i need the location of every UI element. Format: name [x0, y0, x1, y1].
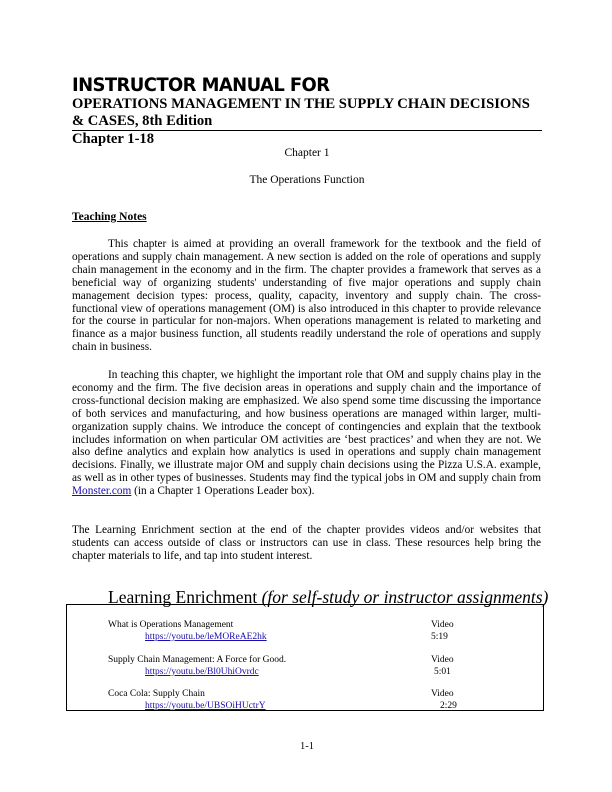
resource-name: What is Operations Management — [108, 620, 234, 630]
page-number: 1-1 — [300, 741, 314, 752]
paragraph-enrichment: The Learning Enrichment section at the end of the chapter provides videos and/or websites that students can access outside of class or instructors can use in class. These resources help bring the chapter materials to life, and tap into student interest. — [72, 524, 541, 562]
manual-brand-heading: INSTRUCTOR MANUAL FOR — [72, 75, 330, 96]
monster-link[interactable]: Monster.com — [72, 485, 132, 498]
section-heading: Teaching Notes — [72, 211, 147, 223]
resource-name: Supply Chain Management: A Force for Good. — [108, 655, 287, 665]
book-title: OPERATIONS MANAGEMENT IN THE SUPPLY CHAIN DECISIONS & CASES, 8th Edition — [72, 96, 530, 129]
resource-type: Video — [431, 620, 454, 630]
resource-link[interactable]: https://youtu.be/Bl0UhiOvrdc — [145, 667, 259, 677]
learning-enrichment-heading: Learning Enrichment (for self-study or instructor assignments) — [108, 587, 549, 607]
chapter-label: Chapter 1 — [284, 147, 330, 159]
resource-duration: 5:01 — [434, 667, 451, 677]
chapter-range: Chapter 1-18 — [72, 131, 155, 147]
resource-link[interactable]: https://youtu.be/UBSOiHUctrY — [145, 701, 266, 711]
resource-name: Coca Cola: Supply Chain — [108, 689, 205, 699]
resource-link[interactable]: https://youtu.be/leMOReAE2hk — [145, 632, 267, 642]
paragraph-teaching: In teaching this chapter, we highlight the important role that OM and supply chains play in the economy and the firm. The five decision areas in operations and supply chain and the importance of cross-functional decision making are emphasized. We also spend some time discussing the importance of both services and manufacturing, and how business operations are managed within larger, multi-organization supply chains. We introduce the concept of contingencies and explain that the textbook includes information on when particular OM activities are ‘best practices’ and when they are not. We also define analytics and explain how analytics is used in operations and supply chain management decisions. Finally, we illustrate major OM and supply chain decisions using the Pizza U.S.A. example, as well as in other types of businesses. Students may find the typical jobs in OM and supply chain from Monster.com (in a Chapter 1 Operations Leader box). — [72, 369, 541, 498]
paragraph-intro: This chapter is aimed at providing an overall framework for the textbook and the field of operations and supply chain management. A new section is added on the role of operations and supply chain management in the economy and in the firm. The chapter provides a framework that serves as a beneficial way of organizing students' understanding of five major operations and supply chain management decision types: process, quality, capacity, inventory and supply chain. The cross-functional view of operations management (OM) is also introduced in this chapter to provide relevance for the course in particular for non-majors. When operations management is related to marketing and finance as a major business function, all students readily understand the role of operations and supply chain in business. — [72, 238, 541, 354]
chapter-name: The Operations Function — [249, 174, 365, 186]
resource-duration: 2:29 — [440, 701, 457, 711]
resource-type: Video — [431, 689, 454, 699]
resource-type: Video — [431, 655, 454, 665]
resource-duration: 5:19 — [431, 632, 448, 642]
